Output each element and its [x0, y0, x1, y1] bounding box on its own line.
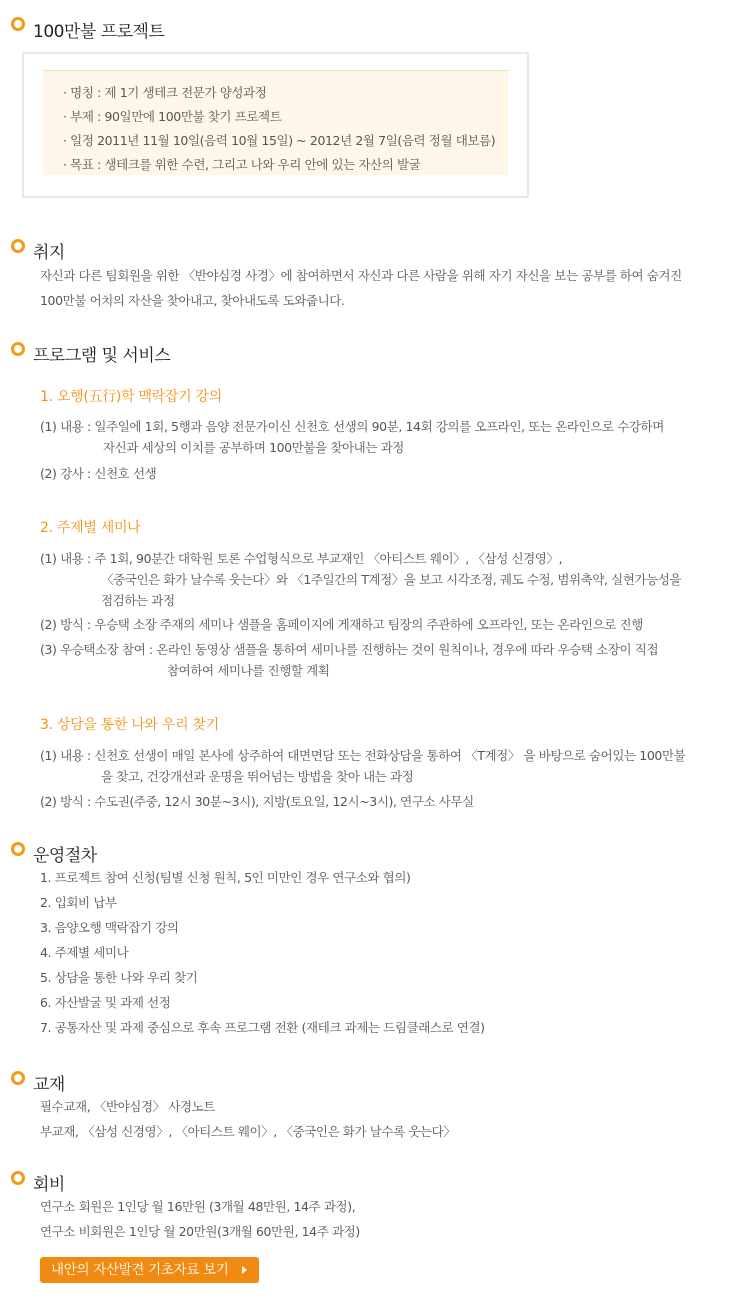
- procedure-item: 4. 주제별 세미나: [40, 945, 129, 960]
- project-info-box: [22, 52, 529, 198]
- program-3-line-3: (2) 방식 : 수도권(주중, 12시 30분~3시), 지방(토요일, 12시~3시), 연구소 사무실: [40, 794, 474, 809]
- program-subheading-2: 2. 주제별 세미나: [40, 520, 141, 536]
- section-title-fee: 회비: [33, 1175, 65, 1195]
- program-1-line-2: 자신과 세상의 이치를 공부하며 100만불을 찾아내는 과정: [103, 440, 404, 455]
- program-2-line-3: 점검하는 과정: [101, 593, 175, 608]
- program-1-line-1: (1) 내용 : 일주일에 1회, 5행과 음양 전문가이신 신천호 선생의 90분, 14회 강의를 오프라인, 또는 온라인으로 수강하며: [40, 419, 664, 434]
- program-2-line-2: 〈중국인은 화가 날수록 웃는다〉와 〈1주일간의 T계정〉을 보고 시각조정, 궤도 수정, 범위축약, 실현가능성을: [101, 572, 682, 587]
- view-basic-materials-button[interactable]: [40, 1257, 259, 1283]
- cta-label: 내안의 자산발견 기초자료 보기: [51, 1262, 229, 1278]
- procedure-item: 5. 상담을 통한 나와 우리 찾기: [40, 970, 198, 985]
- procedure-item: 1. 프로젝트 참여 신청(팀별 신청 원칙, 5인 미만인 경우 연구소와 협의): [40, 870, 411, 885]
- procedure-item: 7. 공통자산 및 과제 중심으로 후속 프로그램 전환 (재테크 과제는 드림클래스로 연결): [40, 1020, 485, 1035]
- project-line-name: · 명칭 : 제 1기 생테크 전문가 양성과정: [63, 85, 267, 100]
- purpose-line-2: 100만불 어치의 자산을 찾아내고, 찾아내도록 도와줍니다.: [40, 293, 345, 308]
- section-title-procedure: 운영절차: [33, 846, 97, 866]
- program-2-line-4: (2) 방식 : 우승택 소장 주재의 세미나 샘플을 홈페이지에 게재하고 팀장의 주관하에 오프라인, 또는 온라인으로 진행: [40, 617, 643, 632]
- program-2-line-5: (3) 우승택소장 참여 : 온라인 동영상 샘플을 통하여 세미나를 진행하는 것이 원칙이나, 경우에 따라 우승택 소장이 직접: [40, 642, 659, 657]
- fee-line-2: 연구소 비회원은 1인당 월 20만원(3개월 60만원, 14주 과정): [40, 1224, 360, 1239]
- procedure-item: 2. 입회비 납부: [40, 895, 117, 910]
- project-line-goal: · 목표 : 생테크를 위한 수련, 그리고 나와 우리 안에 있는 자산의 발굴: [63, 157, 421, 172]
- project-info-inner: [43, 70, 508, 175]
- project-line-subtitle: · 부제 : 90일만에 100만불 찾기 프로젝트: [63, 109, 282, 124]
- project-line-schedule: · 일정 2011년 11월 10일(음력 10월 15일) ~ 2012년 2월 7일(음력 정월 대보름): [63, 133, 496, 148]
- program-subheading-3: 3. 상담을 통한 나와 우리 찾기: [40, 717, 219, 733]
- program-3-line-2: 을 찾고, 건강개선과 운명을 뛰어넘는 방법을 찾아 내는 과정: [101, 769, 414, 784]
- section-title-purpose: 취지: [33, 243, 65, 263]
- procedure-item: 3. 음양오행 맥락잡기 강의: [40, 920, 179, 935]
- purpose-line-1: 자신과 다른 팀회원을 위한 〈반야심경 사경〉에 참여하면서 자신과 다른 사람을 위해 자기 자신을 보는 공부를 하여 숨겨진: [40, 268, 682, 283]
- bullet-circle-icon: [11, 1171, 25, 1185]
- arrow-right-icon: [242, 1266, 247, 1274]
- program-subheading-1: 1. 오행(五行)학 맥락잡기 강의: [40, 389, 222, 405]
- procedure-item: 6. 자산발굴 및 과제 선정: [40, 995, 171, 1010]
- bullet-circle-icon: [11, 239, 25, 253]
- bullet-circle-icon: [11, 342, 25, 356]
- textbook-line-2: 부교재, 〈삼성 신경영〉, 〈아티스트 웨이〉, 〈중국인은 화가 날수록 웃는다〉: [40, 1124, 456, 1139]
- section-title-textbook: 교재: [33, 1075, 65, 1095]
- program-3-line-1: (1) 내용 : 신천호 선생이 매일 본사에 상주하여 대면면담 또는 전화상담을 통하여 〈T계정〉 을 바탕으로 숨어있는 100만불: [40, 748, 686, 763]
- fee-line-1: 연구소 회원은 1인당 월 16만원 (3개월 48만원, 14주 과정),: [40, 1199, 356, 1214]
- bullet-circle-icon: [11, 17, 25, 31]
- textbook-line-1: 필수교재, 〈반야심경〉 사경노트: [40, 1099, 216, 1114]
- program-1-line-3: (2) 강사 : 신천호 선생: [40, 466, 157, 481]
- section-title-project: 100만불 프로젝트: [33, 22, 165, 42]
- bullet-circle-icon: [11, 1071, 25, 1085]
- bullet-circle-icon: [11, 842, 25, 856]
- program-2-line-6: 참여하여 세미나를 진행할 계획: [167, 663, 330, 678]
- section-title-program: 프로그램 및 서비스: [33, 346, 171, 366]
- program-2-line-1: (1) 내용 : 주 1회, 90분간 대학원 토론 수업형식으로 부교재인 〈아티스트 웨이〉, 〈삼성 신경영〉,: [40, 551, 563, 566]
